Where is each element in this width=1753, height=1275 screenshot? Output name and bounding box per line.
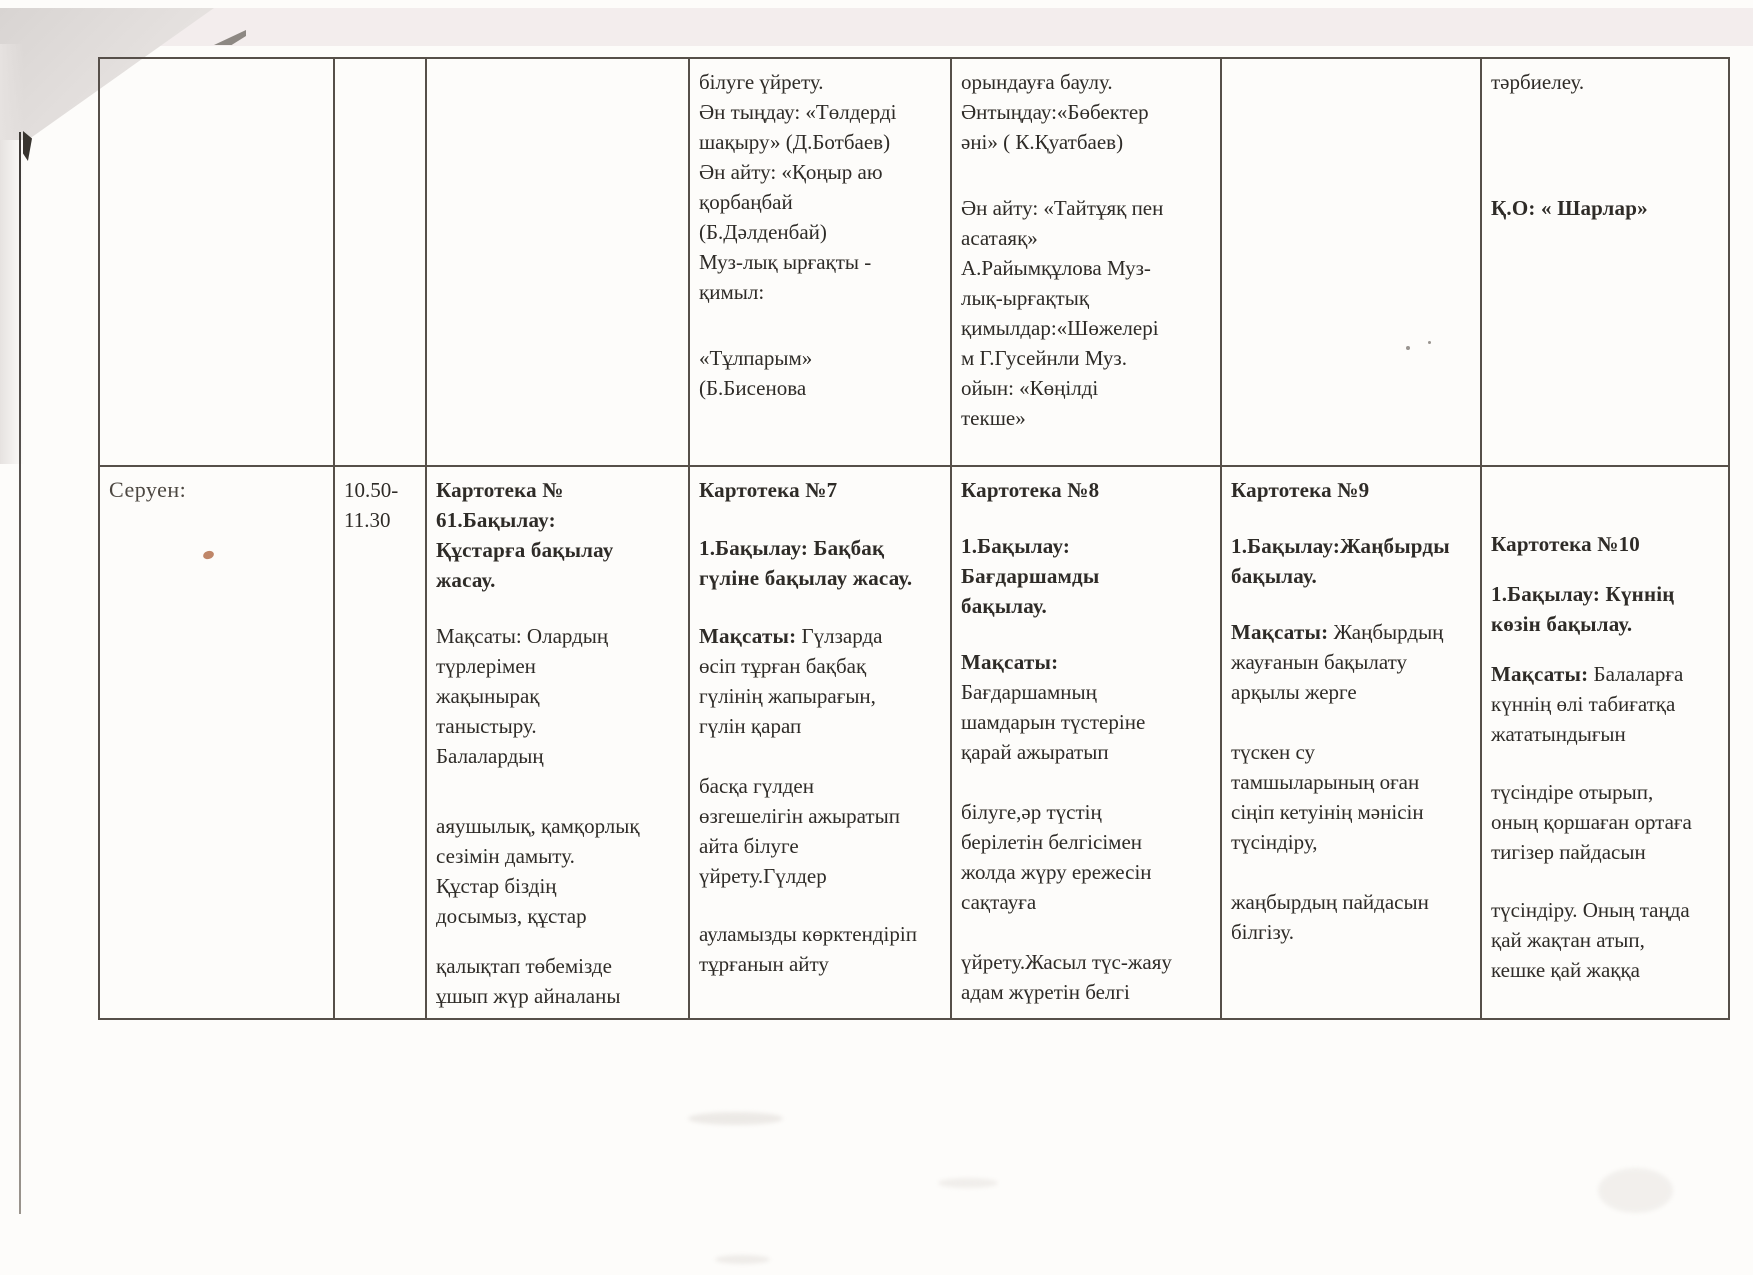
text-line <box>1491 67 1723 97</box>
cell-r1-activity-empty <box>100 59 335 467</box>
bold-text: Бағдаршамды <box>961 564 1100 588</box>
text-line <box>699 127 945 157</box>
text-line <box>699 919 945 949</box>
scan-smudge <box>938 1178 998 1188</box>
body-text: үйрету.Гүлдер <box>699 864 827 888</box>
body-text: сіңіп кетуінің мәнісін <box>1231 800 1424 824</box>
text-line <box>1491 807 1723 837</box>
body-text: тигізер пайдасын <box>1491 840 1646 864</box>
cell-kartoteka-61 <box>427 467 690 1020</box>
text-line <box>436 535 683 565</box>
body-text: (Б.Дәлденбай) <box>699 220 827 244</box>
body-text: білуге үйрету. <box>699 70 824 94</box>
text-line <box>1491 895 1723 925</box>
body-text: Ән айту: «Қоңыр аю <box>699 160 883 184</box>
text-line <box>961 737 1215 767</box>
text-line <box>1231 737 1475 767</box>
text-line <box>961 947 1215 977</box>
scan-smudge <box>715 1255 770 1264</box>
text-line <box>436 505 683 535</box>
cell-kartoteka-10 <box>1482 467 1730 1020</box>
body-text: үйрету.Жасыл түс-жаяу <box>961 950 1172 974</box>
left-scan-edge-line <box>19 132 21 1214</box>
body-text: досымыз, құстар <box>436 904 587 928</box>
text-line <box>699 771 945 801</box>
text-line <box>699 187 945 217</box>
body-text: Балалардың <box>436 744 544 768</box>
text-line <box>699 277 945 307</box>
text-line <box>1231 917 1475 947</box>
bold-text: Картотека №10 <box>1491 532 1640 556</box>
text-line <box>436 871 683 901</box>
body-text: өзгешелігін ажыратып <box>699 804 900 828</box>
text-line <box>699 217 945 247</box>
cell-r1-music-day2 <box>952 59 1222 467</box>
time-range: 10.50-11.30 <box>344 478 399 532</box>
text-line <box>436 681 683 711</box>
bold-text: Картотека №9 <box>1231 478 1370 502</box>
body-text: арқылы жерге <box>1231 680 1357 704</box>
text-line <box>436 565 683 595</box>
scan-dot <box>1406 346 1410 350</box>
bold-text: 1.Бақылау: Бақбақ <box>699 536 885 560</box>
text-line <box>961 977 1215 1007</box>
bold-text: бақылау. <box>1231 564 1317 588</box>
body-text: Бағдаршамның <box>961 680 1097 704</box>
body-text: түсіндіру. Оның таңда <box>1491 898 1690 922</box>
text-line <box>699 801 945 831</box>
text-line <box>436 621 683 651</box>
body-text: Балаларға <box>1588 662 1684 686</box>
text-line <box>1491 777 1723 807</box>
text-line <box>1231 827 1475 857</box>
text-line <box>699 621 945 651</box>
text-line <box>961 707 1215 737</box>
body-text: ұшып жүр айналаны <box>436 984 621 1008</box>
bold-text: 1.Бақылау: Күннің <box>1491 582 1675 606</box>
text-line <box>961 193 1215 223</box>
text-line <box>699 681 945 711</box>
daily-schedule-table <box>98 57 1730 1020</box>
cell-r1-music-day1 <box>690 59 952 467</box>
text-line <box>1491 609 1723 639</box>
body-text: сезімін дамыту. <box>436 844 575 868</box>
body-text: А.Райымқұлова Муз- <box>961 256 1151 280</box>
cell-r1-time-empty <box>335 59 427 467</box>
text-line <box>699 97 945 127</box>
text-line <box>961 561 1215 591</box>
body-text: тұрғанын айту <box>699 952 829 976</box>
body-text: білгізу. <box>1231 920 1294 944</box>
text-line <box>699 157 945 187</box>
text-line <box>436 901 683 931</box>
text-line <box>961 677 1215 707</box>
text-line <box>699 563 945 593</box>
scan-dot <box>1428 341 1431 344</box>
body-text: шамдарын түстеріне <box>961 710 1146 734</box>
body-text: қалықтап төбемізде <box>436 954 612 978</box>
bold-text: Мақсаты: <box>1491 662 1589 686</box>
text-line <box>961 283 1215 313</box>
text-line <box>436 475 683 505</box>
text-line <box>1231 887 1475 917</box>
cell-r1-col6-empty <box>1222 59 1482 467</box>
text-line <box>961 857 1215 887</box>
text-line <box>1491 659 1723 689</box>
text-line <box>961 403 1215 433</box>
text-line <box>436 711 683 741</box>
body-text: жататындығын <box>1491 722 1626 746</box>
text-line <box>961 531 1215 561</box>
bold-text: Құстарға бақылау <box>436 538 614 562</box>
body-text: гүлінің жапырағын, <box>699 684 876 708</box>
bold-text: Мақсаты: <box>961 650 1059 674</box>
bold-text: Картотека №8 <box>961 478 1100 502</box>
text-line <box>699 861 945 891</box>
text-line <box>961 313 1215 343</box>
text-line <box>1231 797 1475 827</box>
body-text: жаңбырдың пайдасын <box>1231 890 1429 914</box>
text-line <box>1231 617 1475 647</box>
bold-text: жасау. <box>436 568 496 592</box>
body-text: түрлерімен <box>436 654 536 678</box>
body-text: қарай ажыратып <box>961 740 1109 764</box>
bold-text: Картотека №7 <box>699 478 838 502</box>
text-line <box>961 887 1215 917</box>
body-text: Мақсаты: Олардың <box>436 624 609 648</box>
cell-kartoteka-7 <box>690 467 952 1020</box>
body-text: аяушылық, қамқорлық <box>436 814 640 838</box>
text-line <box>1231 647 1475 677</box>
body-text: Құстар біздің <box>436 874 557 898</box>
body-text: сақтауға <box>961 890 1037 914</box>
text-line <box>961 343 1215 373</box>
body-text: қай жақтан атып, <box>1491 928 1645 952</box>
text-line <box>961 827 1215 857</box>
text-line <box>1491 529 1723 559</box>
body-text: айта білуге <box>699 834 799 858</box>
body-text: түсіндіре отырып, <box>1491 780 1654 804</box>
body-text: берілетін белгісімен <box>961 830 1143 854</box>
text-line <box>699 247 945 277</box>
body-text: шақыру» (Д.Ботбаев) <box>699 130 891 154</box>
text-line <box>699 475 945 505</box>
body-text: түскен су <box>1231 740 1316 764</box>
body-text: текше» <box>961 406 1026 430</box>
text-line <box>699 343 945 373</box>
body-text: орындауға баулу. <box>961 70 1113 94</box>
text-line <box>699 533 945 563</box>
text-line <box>1491 955 1723 985</box>
text-line <box>961 97 1215 127</box>
cell-r1-goal <box>1482 59 1730 467</box>
cell-seruen-time <box>335 467 427 1020</box>
text-line <box>1491 193 1723 223</box>
text-line <box>1231 767 1475 797</box>
cell-r1-col3-empty <box>427 59 690 467</box>
body-text: басқа гүлден <box>699 774 814 798</box>
text-line <box>1231 475 1475 505</box>
text-line <box>699 949 945 979</box>
body-text: жауғанын бақылату <box>1231 650 1408 674</box>
text-line <box>1231 677 1475 707</box>
body-text: қорбаңбай <box>699 190 793 214</box>
bold-text: Картотека № <box>436 478 564 502</box>
body-text: гүлін қарап <box>699 714 802 738</box>
body-text: тәрбиелеу. <box>1491 70 1585 94</box>
body-text: лық-ырғақтық <box>961 286 1090 310</box>
body-text: Жаңбырдың <box>1328 620 1444 644</box>
body-text: жақынырақ <box>436 684 540 708</box>
text-line <box>436 841 683 871</box>
cell-kartoteka-8 <box>952 467 1222 1020</box>
bold-text: гүліне бақылау жасау. <box>699 566 913 590</box>
body-text: өсіп тұрған бақбақ <box>699 654 867 678</box>
scanner-edge-band <box>0 8 1753 46</box>
text-line <box>436 651 683 681</box>
body-text: таныстыру. <box>436 714 537 738</box>
text-line <box>961 591 1215 621</box>
text-line <box>699 651 945 681</box>
body-text: кешке қай жаққа <box>1491 958 1640 982</box>
body-text: қимылдар:«Шөжелері <box>961 316 1159 340</box>
text-line <box>1491 579 1723 609</box>
text-line <box>699 373 945 403</box>
text-line <box>1491 719 1723 749</box>
text-line <box>699 67 945 97</box>
body-text: оның қоршаған ортаға <box>1491 810 1692 834</box>
text-line <box>961 373 1215 403</box>
body-text: ауламызды көрктендіріп <box>699 922 917 946</box>
bold-text: 1.Бақылау:Жаңбырды <box>1231 534 1450 558</box>
text-line <box>961 475 1215 505</box>
body-text: Әнтыңдау:«Бөбектер <box>961 100 1149 124</box>
text-line <box>961 797 1215 827</box>
bold-text: Мақсаты: <box>1231 620 1329 644</box>
body-text: түсіндіру, <box>1231 830 1318 854</box>
body-text: асатаяқ» <box>961 226 1038 250</box>
text-line <box>961 253 1215 283</box>
body-text: әні» ( К.Қуатбаев) <box>961 130 1124 154</box>
text-line <box>961 67 1215 97</box>
bold-text: Қ.О: « Шарлар» <box>1491 196 1648 220</box>
scan-smudge <box>688 1112 783 1125</box>
text-line <box>1231 531 1475 561</box>
scan-smudge <box>1598 1168 1673 1213</box>
text-line <box>961 223 1215 253</box>
body-text: м Г.Гусейнли Муз. <box>961 346 1127 370</box>
text-line <box>699 831 945 861</box>
cell-kartoteka-9 <box>1222 467 1482 1020</box>
body-text: жолда жүру ережесін <box>961 860 1152 884</box>
bold-text: бақылау. <box>961 594 1047 618</box>
bold-text: Мақсаты: <box>699 624 797 648</box>
body-text: (Б.Бисенова <box>699 376 807 400</box>
bold-text: көзін бақылау. <box>1491 612 1633 636</box>
text-line <box>961 127 1215 157</box>
body-text: адам жүретін белгі <box>961 980 1130 1004</box>
text-line <box>436 951 683 981</box>
text-line <box>436 981 683 1011</box>
bold-text: 1.Бақылау: <box>961 534 1071 558</box>
cell-seruen-label <box>100 467 335 1020</box>
body-text: «Тұлпарым» <box>699 346 813 370</box>
activity-label: Серуен: <box>109 477 187 502</box>
body-text: білуге,әр түстің <box>961 800 1102 824</box>
text-line <box>1491 837 1723 867</box>
text-line <box>1491 689 1723 719</box>
text-line <box>436 811 683 841</box>
body-text: Ән тыңдау: «Төлдерді <box>699 100 897 124</box>
body-text: Муз-лық ырғақты - <box>699 250 872 274</box>
body-text: Гүлзарда <box>796 624 883 648</box>
bold-text: 61.Бақылау: <box>436 508 556 532</box>
body-text: Ән айту: «Тайтұяқ пен <box>961 196 1164 220</box>
body-text: тамшыларының оған <box>1231 770 1420 794</box>
body-text: қимыл: <box>699 280 765 304</box>
text-line <box>436 741 683 771</box>
text-line <box>699 711 945 741</box>
body-text: күннің өлі табиғатқа <box>1491 692 1676 716</box>
body-text: ойын: «Көңілді <box>961 376 1099 400</box>
text-line <box>1491 925 1723 955</box>
text-line <box>961 647 1215 677</box>
text-line <box>1231 561 1475 591</box>
